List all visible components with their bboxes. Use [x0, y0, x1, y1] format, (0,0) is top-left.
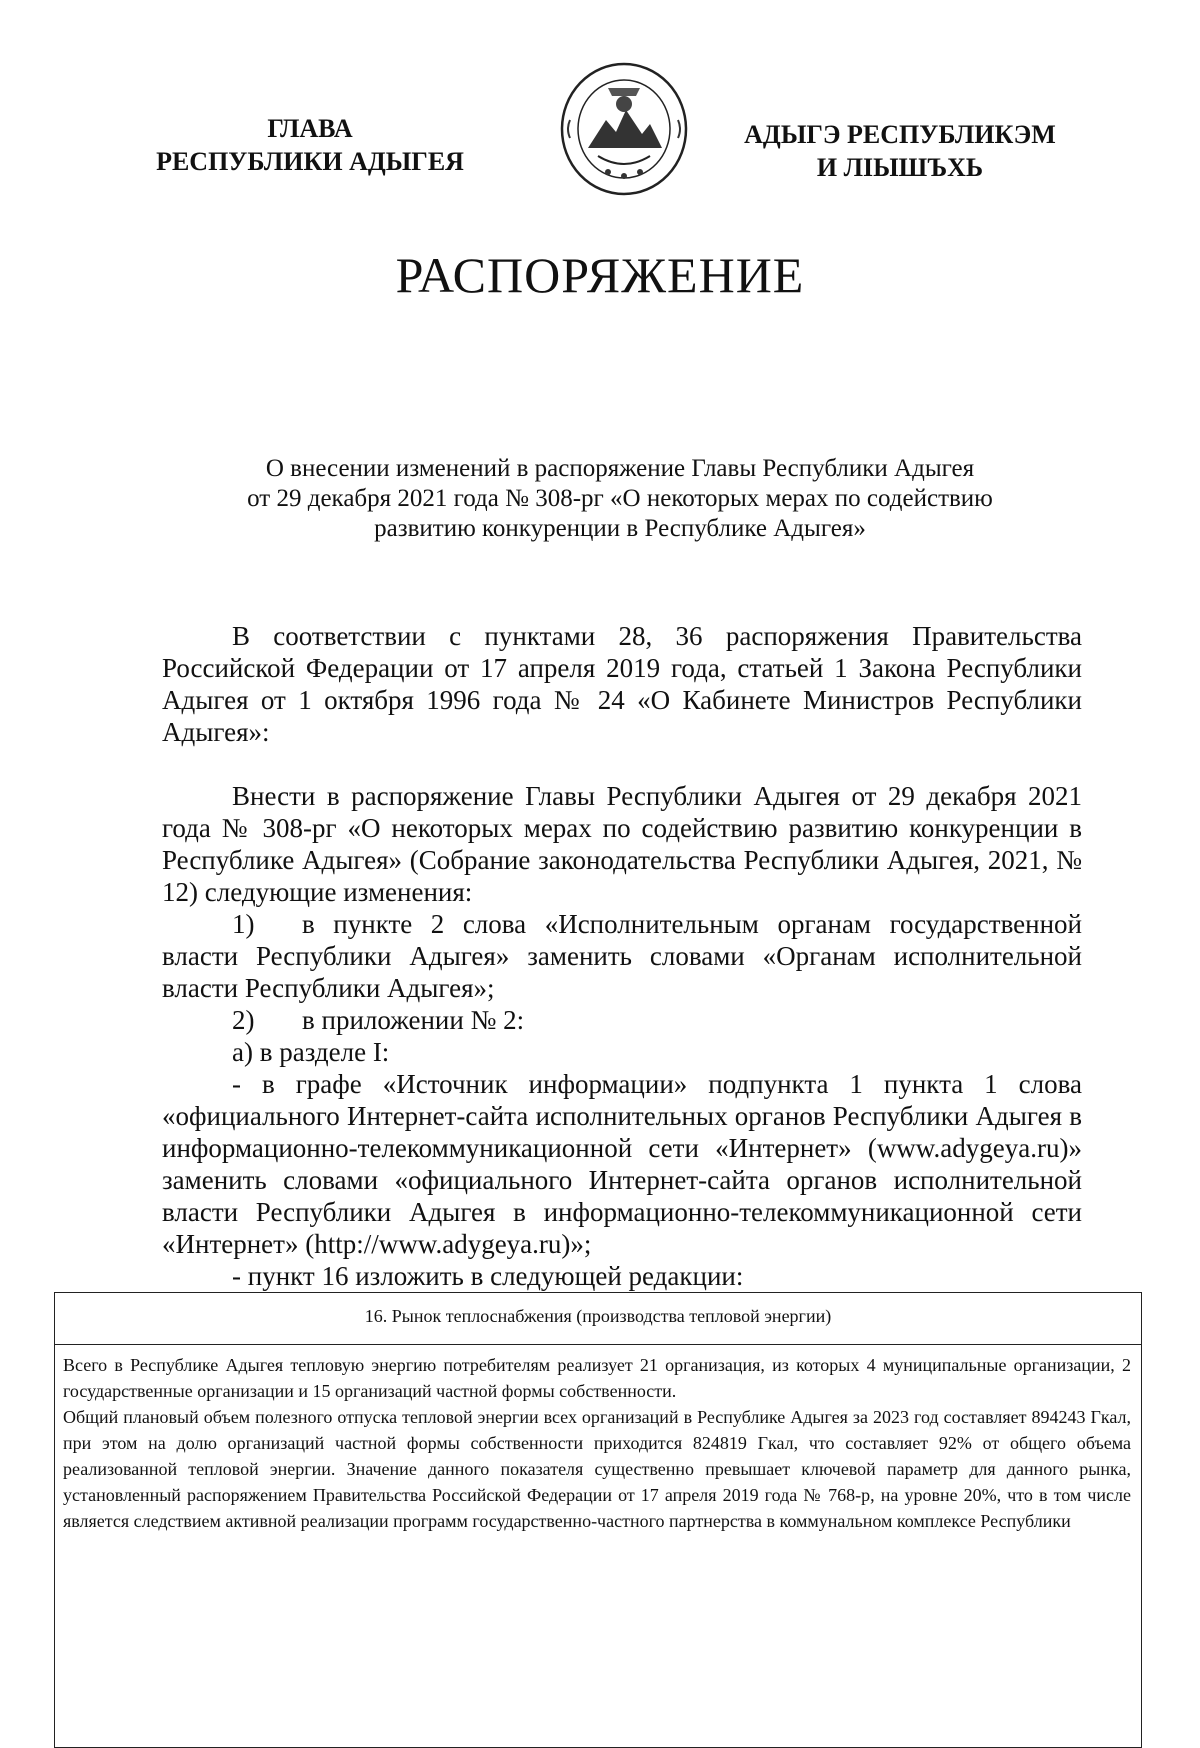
table-divider	[55, 1344, 1141, 1345]
subject-line3: развитию конкуренции в Республике Адыгея»	[374, 515, 866, 542]
item-2-number: 2)	[232, 1005, 255, 1035]
table-header: 16. Рынок теплоснабжения (производства тепловой энергии)	[364, 1306, 832, 1326]
table-body	[63, 1352, 1131, 1534]
document-title: РАСПОРЯЖЕНИЕ	[395, 247, 805, 303]
item-1-line3: власти Республики Адыгея»;	[162, 973, 495, 1003]
item-1	[232, 908, 1082, 940]
resolution-text: Внести в распоряжение Главы Республики Адыгея от 29 декабря 2021 года № 308-рг «О некоторых мерах по содействию развитию конкуренции в Республике Адыгея» (Собрание законодательства Республики Адыгея, 2021, № 12) следующие изменения:	[162, 781, 1082, 907]
sub-item-a: а) в разделе I:	[232, 1037, 390, 1067]
header-right-line1: АДЫГЭ РЕСПУБЛИКЭМ	[744, 120, 1056, 149]
preamble-paragraph	[162, 620, 1082, 748]
item-16-table	[54, 1292, 1142, 1748]
resolution-paragraph	[162, 780, 1082, 908]
item-2-text: в приложении № 2:	[302, 1005, 525, 1035]
header-right	[730, 118, 1070, 184]
preamble-text: В соответствии с пунктами 28, 36 распоряжения Правительства Российской Федерации от 17 апреля 2019 года, статьей 1 Закона Республики Адыгея от 1 октября 1996 года № 24 «О Кабинете Министров Республики Адыгея»:	[162, 621, 1082, 747]
coat-of-arms-emblem-icon	[558, 60, 690, 198]
table-paragraph-1: Всего в Республике Адыгея тепловую энергию потребителям реализует 21 организация, из которых 4 муниципальные организации, 2 государственные организации и 15 организаций частной формы собственности.	[63, 1355, 1131, 1401]
subject-line1: О внесении изменений в распоряжение Главы Республики Адыгея	[265, 455, 975, 482]
item-16-intro: - пункт 16 изложить в следующей редакции:	[232, 1261, 744, 1291]
change-text: - в графе «Источник информации» подпункта 1 пункта 1 слова «официального Интернет-сайта исполнительных органов Республики Адыгея в информационно-телекоммуникационной сети «Интернет» (www.adygeya.ru)» заменить словами «официального Интернет-сайта органов исполнительной власти Республики Адыгея в информационно-телекоммуникационной сети «Интернет» (http://www.adygeya.ru)»;	[162, 1069, 1082, 1259]
change-paragraph	[162, 1068, 1082, 1260]
table-paragraph-2: Общий плановый объем полезного отпуска тепловой энергии всех организаций в Республике Адыгея за 2023 год составляет 894243 Гкал, при этом на долю организаций частной формы собственности приходится 824819 Гкал, что составляет 92% от общего объема реализованной тепловой энергии. Значение данного показателя существенно превышает ключевой параметр для данного рынка, установленный распоряжением Правительства Российской Федерации от 17 апреля 2019 года № 768-р, на уровне 20%, что в том числе является следствием активной реализации программ государственно-частного партнерства в коммунальном комплексе Республики	[63, 1407, 1131, 1531]
header-left	[150, 112, 470, 178]
subject-line2: от 29 декабря 2021 года № 308-рг «О некоторых мерах по содействию	[247, 485, 993, 512]
document-subject	[180, 454, 1060, 544]
header-left-line1: ГЛАВА	[267, 114, 353, 143]
table-top-border	[55, 1292, 1141, 1293]
header-left-line2: РЕСПУБЛИКИ АДЫГЕЯ	[156, 147, 464, 176]
item-1-line2: власти Республики Адыгея» заменить словами «Органам исполнительной	[162, 941, 1082, 971]
header-right-line2: И ЛIЫШЪХЬ	[816, 153, 984, 182]
item-1-number: 1)	[232, 909, 255, 939]
item-2	[232, 1004, 1082, 1036]
item-1-line1: в пункте 2 слова «Исполнительным органам государственной	[302, 909, 1082, 939]
